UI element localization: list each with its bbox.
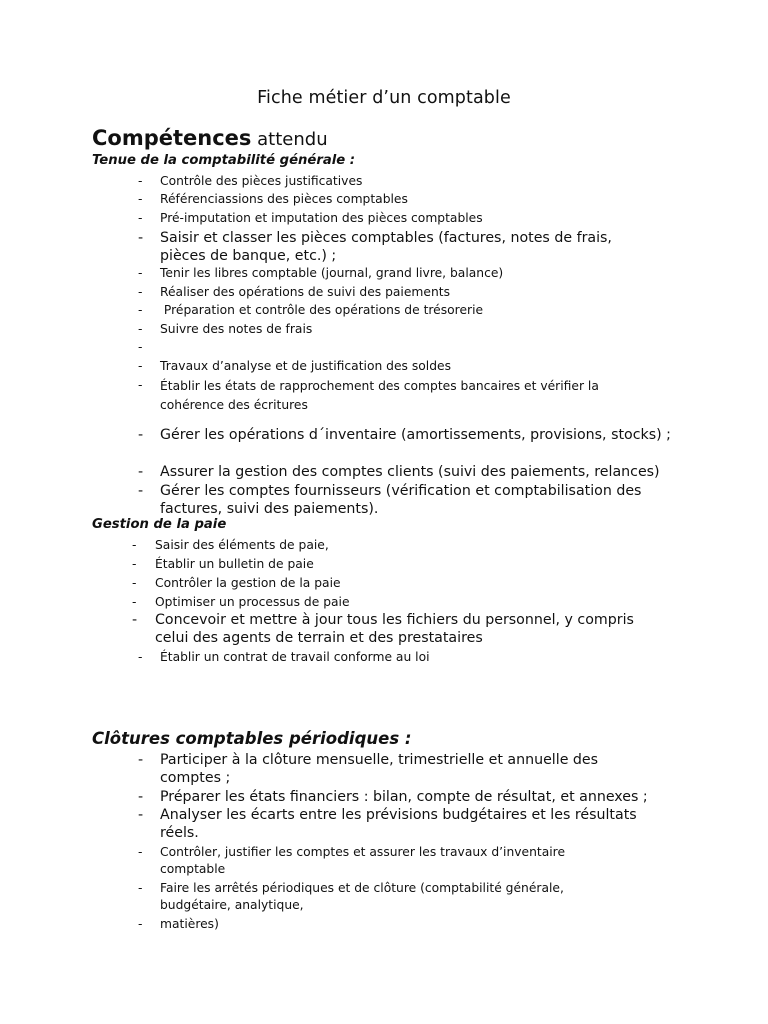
document-title: Fiche métier d’un comptable [257,88,511,108]
section-title-tenue-comptabilite: Tenue de la comptabilité générale : [92,153,356,168]
competences-heading-main: Compétences [92,126,252,150]
section-title-clotures: Clôtures comptables périodiques : [92,729,412,748]
competences-heading-suffix: attendu [251,129,328,150]
section-title-gestion-paie: Gestion de la paie [92,517,227,532]
competences-heading [92,126,328,150]
document-page: Fiche métier d’un comptable Compétences attendu Tenue de la comptabilité générale : - Contrôle des pièces justificatives - Référenciassions des pièces comptables - Pré-imputation et imputation des pièces comptables - Saisir et classer les pièces comptables (factures, notes de frais, pièces de banque, etc.) ; - Tenir les libres comptable (journal, grand livre, balance) - Réaliser des opérations de suivi des paiements - Préparation et contrôle des opérations de trésorerie - Suivre des notes de frais - - Travaux d’analyse et de justification des soldes - Établir les états de rapprochement des comptes bancaires et vérifier la cohérence des écritures - Gérer les opérations d´inventaire (amortissements, provisions, stocks) ; - Assurer la gestion des comptes clients (suivi des paiements, relances) - Gérer les comptes fournisseurs (vérification et comptabilisation des factures, suivi des paiements). Gestion de la paie - Saisir des éléments de paie, - Établir un bulletin de paie - Contrôler la gestion de la paie - Optimiser un processus de paie - Concevoir et mettre à jour tous les fichiers du personnel, y compris celui des agents de terrain et des prestataires - Établir un contrat de travail conforme au loi Clôtures comptables périodiques : - Participer à la clôture mensuelle, trimestrielle et annuelle des comptes ; - Préparer les états financiers : bilan, compte de résultat, et annexes ; - Analyser les écarts entre les prévisions budgétaires et les résultats réels. - Contrôler, justifier les comptes et assurer les travaux d’inventaire comptable - Faire les arrêtés périodiques et de clôture (comptabilité générale, budgétaire, analytique, - matières) [0,0,768,1024]
